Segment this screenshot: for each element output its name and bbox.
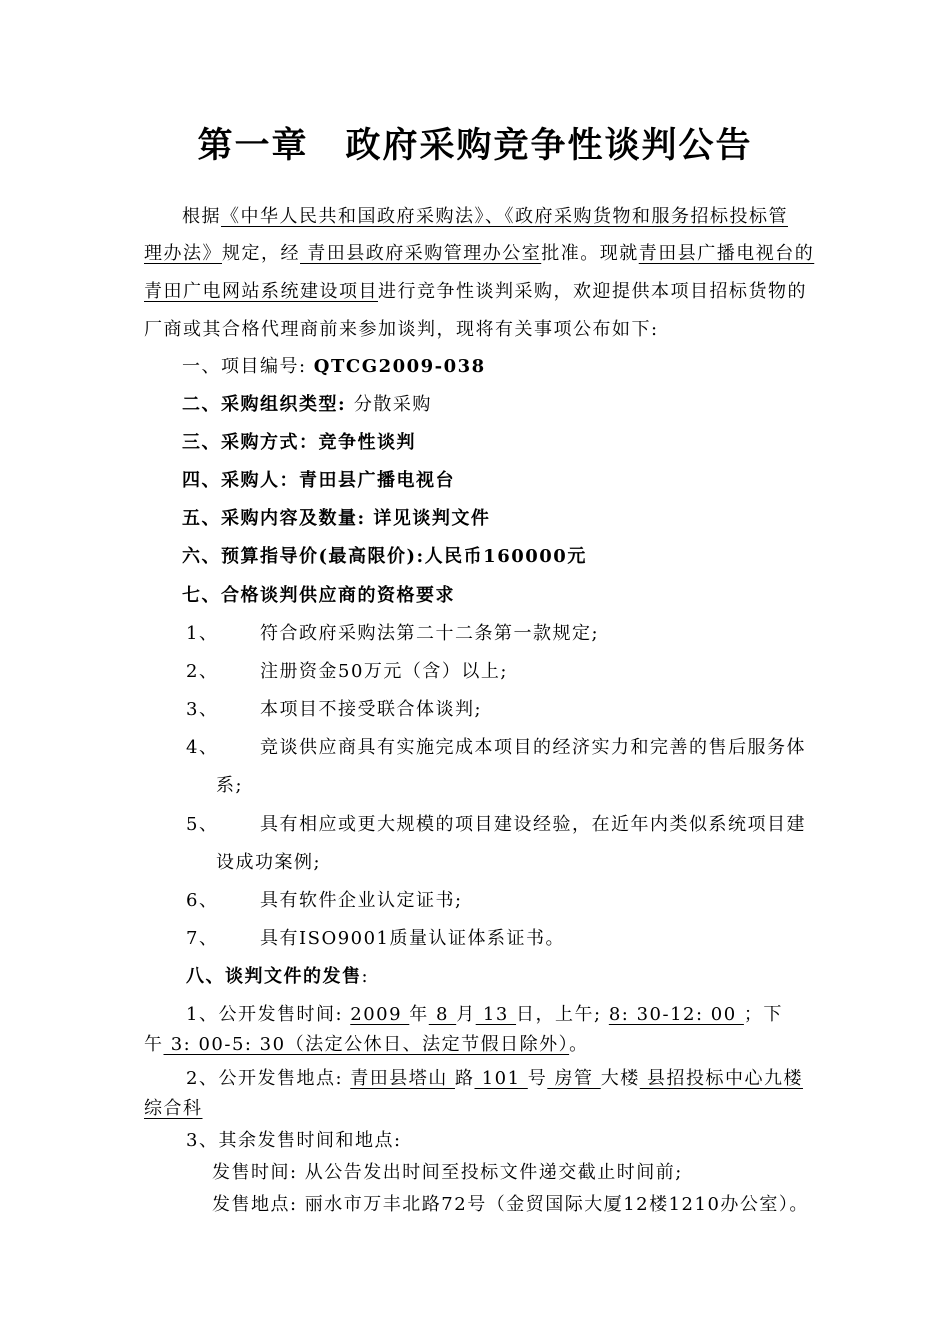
item-method: 三、采购方式：竞争性谈判 xyxy=(182,432,416,453)
intro-line-3 xyxy=(144,280,807,304)
sale-month: 8 xyxy=(428,1004,457,1025)
item-qualification-heading: 七、合格谈判供应商的资格要求 xyxy=(182,585,455,606)
requirement-text: 具有ISO9001质量认证体系证书。 xyxy=(260,928,566,949)
item-purchaser: 四、采购人：青田县广播电视台 xyxy=(182,470,455,491)
section-heading-colon: : xyxy=(361,966,370,987)
item-project-number xyxy=(182,355,486,379)
project-name: 青田广电网站系统建设项目 xyxy=(144,281,378,302)
other-sale-time: 发售时间: 从公告发出时间至投标文件递交截止时间前; xyxy=(212,1162,683,1183)
intro-line-4: 厂商或其合格代理商前来参加谈判，现将有关事项公布如下: xyxy=(144,319,659,340)
requirement-text: 具有软件企业认定证书; xyxy=(260,890,463,911)
requirement-3 xyxy=(186,698,482,722)
sale-street-number: 101 xyxy=(474,1068,528,1089)
sale-day: 13 xyxy=(475,1004,517,1025)
requirement-number: 7、 xyxy=(186,928,219,949)
item-label: 一、项目编号: xyxy=(182,356,314,377)
sale-year: 2009 xyxy=(350,1004,410,1025)
requirement-number: 3、 xyxy=(186,699,219,720)
requirement-4-continued: 系; xyxy=(216,775,244,796)
requirement-text: 具有相应或更大规模的项目建设经验，在近年内类似系统项目建 xyxy=(260,814,806,835)
sale-location: 青田县塔山 xyxy=(350,1068,455,1089)
requirement-4 xyxy=(186,736,806,760)
sale-text: 号 xyxy=(527,1068,548,1089)
requirement-text: 竞谈供应商具有实施完成本项目的经济实力和完善的售后服务体 xyxy=(260,737,806,758)
sale-time-line-2 xyxy=(144,1033,589,1057)
sale-place-line-2 xyxy=(144,1097,203,1121)
sale-room: 县招投标中心九楼 xyxy=(639,1068,803,1089)
sale-text: 1、公开发售时间: xyxy=(186,1004,351,1025)
law-reference: 理办法》 xyxy=(144,243,222,264)
section-heading-text: 八、谈判文件的发售 xyxy=(186,966,362,987)
sale-room: 综合科 xyxy=(144,1098,203,1119)
intro-text: 批准。现就 xyxy=(541,243,639,264)
sale-text: 2、公开发售地点: xyxy=(186,1068,351,1089)
requirement-number: 6、 xyxy=(186,890,219,911)
sale-text: 日，上午; xyxy=(516,1004,609,1025)
other-sale-heading: 3、其余发售时间和地点: xyxy=(186,1130,402,1151)
sale-text: ；下 xyxy=(743,1004,783,1025)
item-content: 五、采购内容及数量: 详见谈判文件 xyxy=(182,508,491,529)
intro-line-1 xyxy=(182,205,788,229)
intro-text: 根据 xyxy=(182,206,221,227)
requirement-number: 2、 xyxy=(186,661,219,682)
requirement-number: 5、 xyxy=(186,814,219,835)
requirement-7 xyxy=(186,927,565,951)
sale-afternoon-hours: 3: 00-5: 30（法定公休日、法定节假日除外） xyxy=(163,1034,570,1055)
sale-building: 房管 xyxy=(547,1068,601,1089)
approving-office: 青田县政府采购管理办公室 xyxy=(300,243,542,264)
other-sale-place: 发售地点: 丽水市万丰北路72号（金贸国际大厦12楼1210办公室）。 xyxy=(212,1194,809,1215)
sale-text: 年 xyxy=(409,1004,429,1025)
law-reference: 《中华人民共和国政府采购法》、《政府采购货物和服务招标投标管 xyxy=(221,206,788,227)
intro-line-2 xyxy=(144,242,814,266)
sale-time-line-1 xyxy=(186,1003,783,1027)
requirement-text: 本项目不接受联合体谈判; xyxy=(260,699,483,720)
requirement-text: 符合政府采购法第二十二条第一款规定; xyxy=(260,623,600,644)
page-title: 第一章 政府采购竞争性谈判公告 xyxy=(197,125,753,166)
sale-text: 路 xyxy=(454,1068,475,1089)
sale-text: 大楼 xyxy=(600,1068,640,1089)
item-budget: 六、预算指导价(最高限价):人民币160000元 xyxy=(182,546,587,567)
requirement-6 xyxy=(186,889,463,913)
purchaser-name: 青田县广播电视台的 xyxy=(638,243,815,264)
requirement-number: 4、 xyxy=(186,737,219,758)
requirement-5 xyxy=(186,813,806,837)
sale-place-line-1 xyxy=(186,1067,803,1091)
requirement-number: 1、 xyxy=(186,623,219,644)
section-8-heading xyxy=(186,965,369,989)
item-value: 分散采购 xyxy=(353,394,432,415)
intro-text: 进行竞争性谈判采购，欢迎提供本项目招标货物的 xyxy=(378,281,807,302)
item-value: QTCG2009-038 xyxy=(313,356,486,377)
sale-text: 。 xyxy=(569,1034,589,1055)
item-label: 二、采购组织类型: xyxy=(182,394,354,415)
requirement-5-continued: 设成功案例; xyxy=(216,852,322,873)
requirement-text: 注册资金50万元（含）以上; xyxy=(260,661,508,682)
requirement-1 xyxy=(186,622,599,646)
item-org-type xyxy=(182,393,432,417)
sale-morning-hours: 8: 30-12: 00 xyxy=(608,1004,744,1025)
sale-text: 午 xyxy=(144,1034,164,1055)
intro-text: 规定，经 xyxy=(222,243,300,264)
sale-text: 月 xyxy=(456,1004,476,1025)
requirement-2 xyxy=(186,660,508,684)
